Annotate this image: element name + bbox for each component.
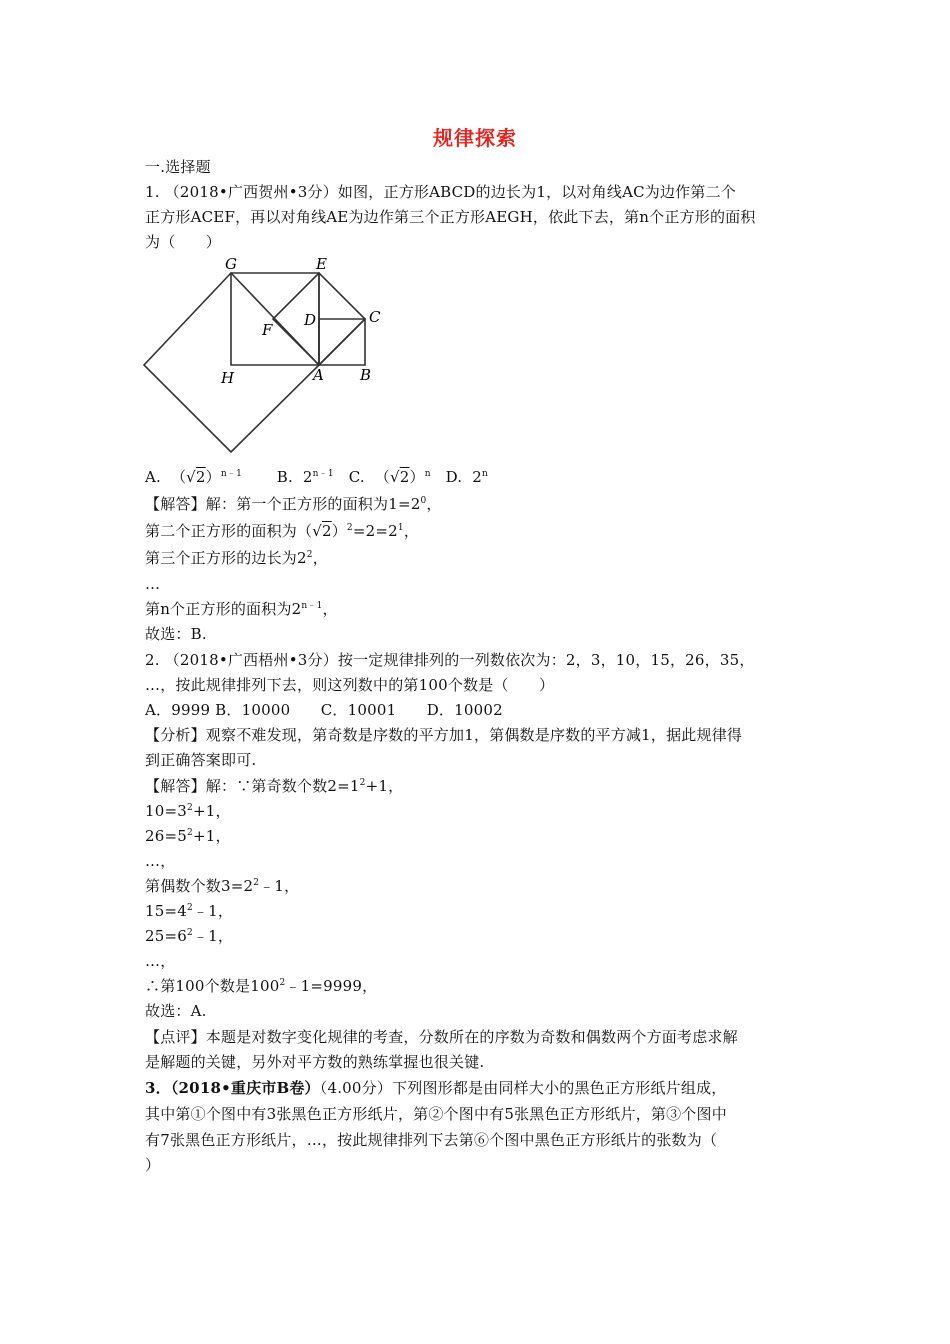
q2-solution-line-1: 【解答】解：∵第奇数个数$2=1^2+1$， xyxy=(145,777,404,795)
q2-comment-line-2: 是解题的关键，另外对平方数的熟练掌握也很关键. xyxy=(145,1053,485,1071)
q3-stem-line-2: 其中第①个图中有3张黑色正方形纸片，第②个图中有5张黑色正方形纸片，第③个图中 xyxy=(145,1105,727,1123)
q3-stem-line-4: ） xyxy=(145,1156,161,1174)
q2-solution-line-8: …， xyxy=(145,952,176,970)
q2-solution-line-7: $25=6^2﹣1$， xyxy=(145,927,234,945)
q3-stem-line-1: 3．（2018•重庆市B卷）（4.00分）下列图形都是由同样大小的黑色正方形纸片组成， xyxy=(145,1079,727,1097)
q3-stem-line-3: 有7张黑色正方形纸片，…，按此规律排列下去第⑥个图中黑色正方形纸片的张数为（ xyxy=(145,1131,718,1149)
label-f: F xyxy=(262,321,273,339)
q2-comment-line-1: 【点评】本题是对数字变化规律的考查，分数所在的序数为奇数和偶数两个方面考虑求解 xyxy=(145,1028,738,1046)
q2-solution-line-6: $15=4^2﹣1$， xyxy=(145,902,234,920)
q1-stem-line-2: 正方形ACEF，再以对角线AE为边作第三个正方形AEGH，依此下去，第n个正方形的面积 xyxy=(145,208,756,226)
q1-squares-figure xyxy=(140,252,400,458)
q2-solution-line-3: $26=5^2+1$， xyxy=(145,827,231,845)
q1-stem-line-1: 1. （2018•广西贺州•3分）如图，正方形ABCD的边长为1，以对角线AC为边作第二个 xyxy=(145,183,736,201)
q1-stem-line-3: 为（ ） xyxy=(145,233,222,251)
q2-answer-choice: 故选：A. xyxy=(145,1002,207,1020)
section-heading: 一.选择题 xyxy=(145,158,211,176)
q1-options: A. $(√2)^{n﹣1}$ B. $2^{n﹣1}$ C. $(√2)^n$ D. 2$^n$ xyxy=(145,468,488,486)
q1-answer-line-5: 第n个正方形的面积为$2^{n﹣1}$， xyxy=(145,600,338,618)
label-h: H xyxy=(221,369,235,387)
diagonal-ac xyxy=(319,319,365,365)
label-c: C xyxy=(369,308,381,326)
q1-answer-choice: 故选：B. xyxy=(145,625,207,643)
q2-stem-line-2: …，按此规律排列下去，则这列数中的第100个数是（ ） xyxy=(145,676,555,694)
q2-solution-line-9: ∴第100个数是$100^2﹣1=9999$， xyxy=(145,977,378,995)
q1-answer-line-3: 第三个正方形的边长为$2^2$， xyxy=(145,549,328,567)
label-b: B xyxy=(360,366,372,384)
q2-stem-line-1: 2. （2018•广西梧州•3分）按一定规律排列的一列数依次为：2，3，10，15，26，35， xyxy=(145,651,755,669)
q1-answer-line-1: 【解答】解：第一个正方形的面积为$1=2^0$， xyxy=(145,495,442,513)
q2-solution-line-5: 第偶数个数$3=2^2﹣1$， xyxy=(145,877,300,895)
q2-solution-line-4: …， xyxy=(145,852,176,870)
q2-analysis-line-1: 【分析】观察不难发现，第奇数是序数的平方加1，第偶数是序数的平方减1，据此规律得 xyxy=(145,726,743,744)
page-title: 规律探索 xyxy=(433,126,517,150)
label-a: A xyxy=(313,366,324,384)
q1-answer-line-2: 第二个正方形的面积为$(√2)^2=2=2^1$， xyxy=(145,522,420,540)
label-g: G xyxy=(225,255,237,273)
q1-answer-line-4: … xyxy=(145,575,161,593)
q2-solution-line-2: $10=3^2+1$， xyxy=(145,802,231,820)
label-e: E xyxy=(316,255,327,273)
q2-options: A．9999 B．10000 C．10001 D．10002 xyxy=(145,701,503,719)
q2-analysis-line-2: 到正确答案即可. xyxy=(145,751,257,769)
label-d: D xyxy=(304,311,317,329)
